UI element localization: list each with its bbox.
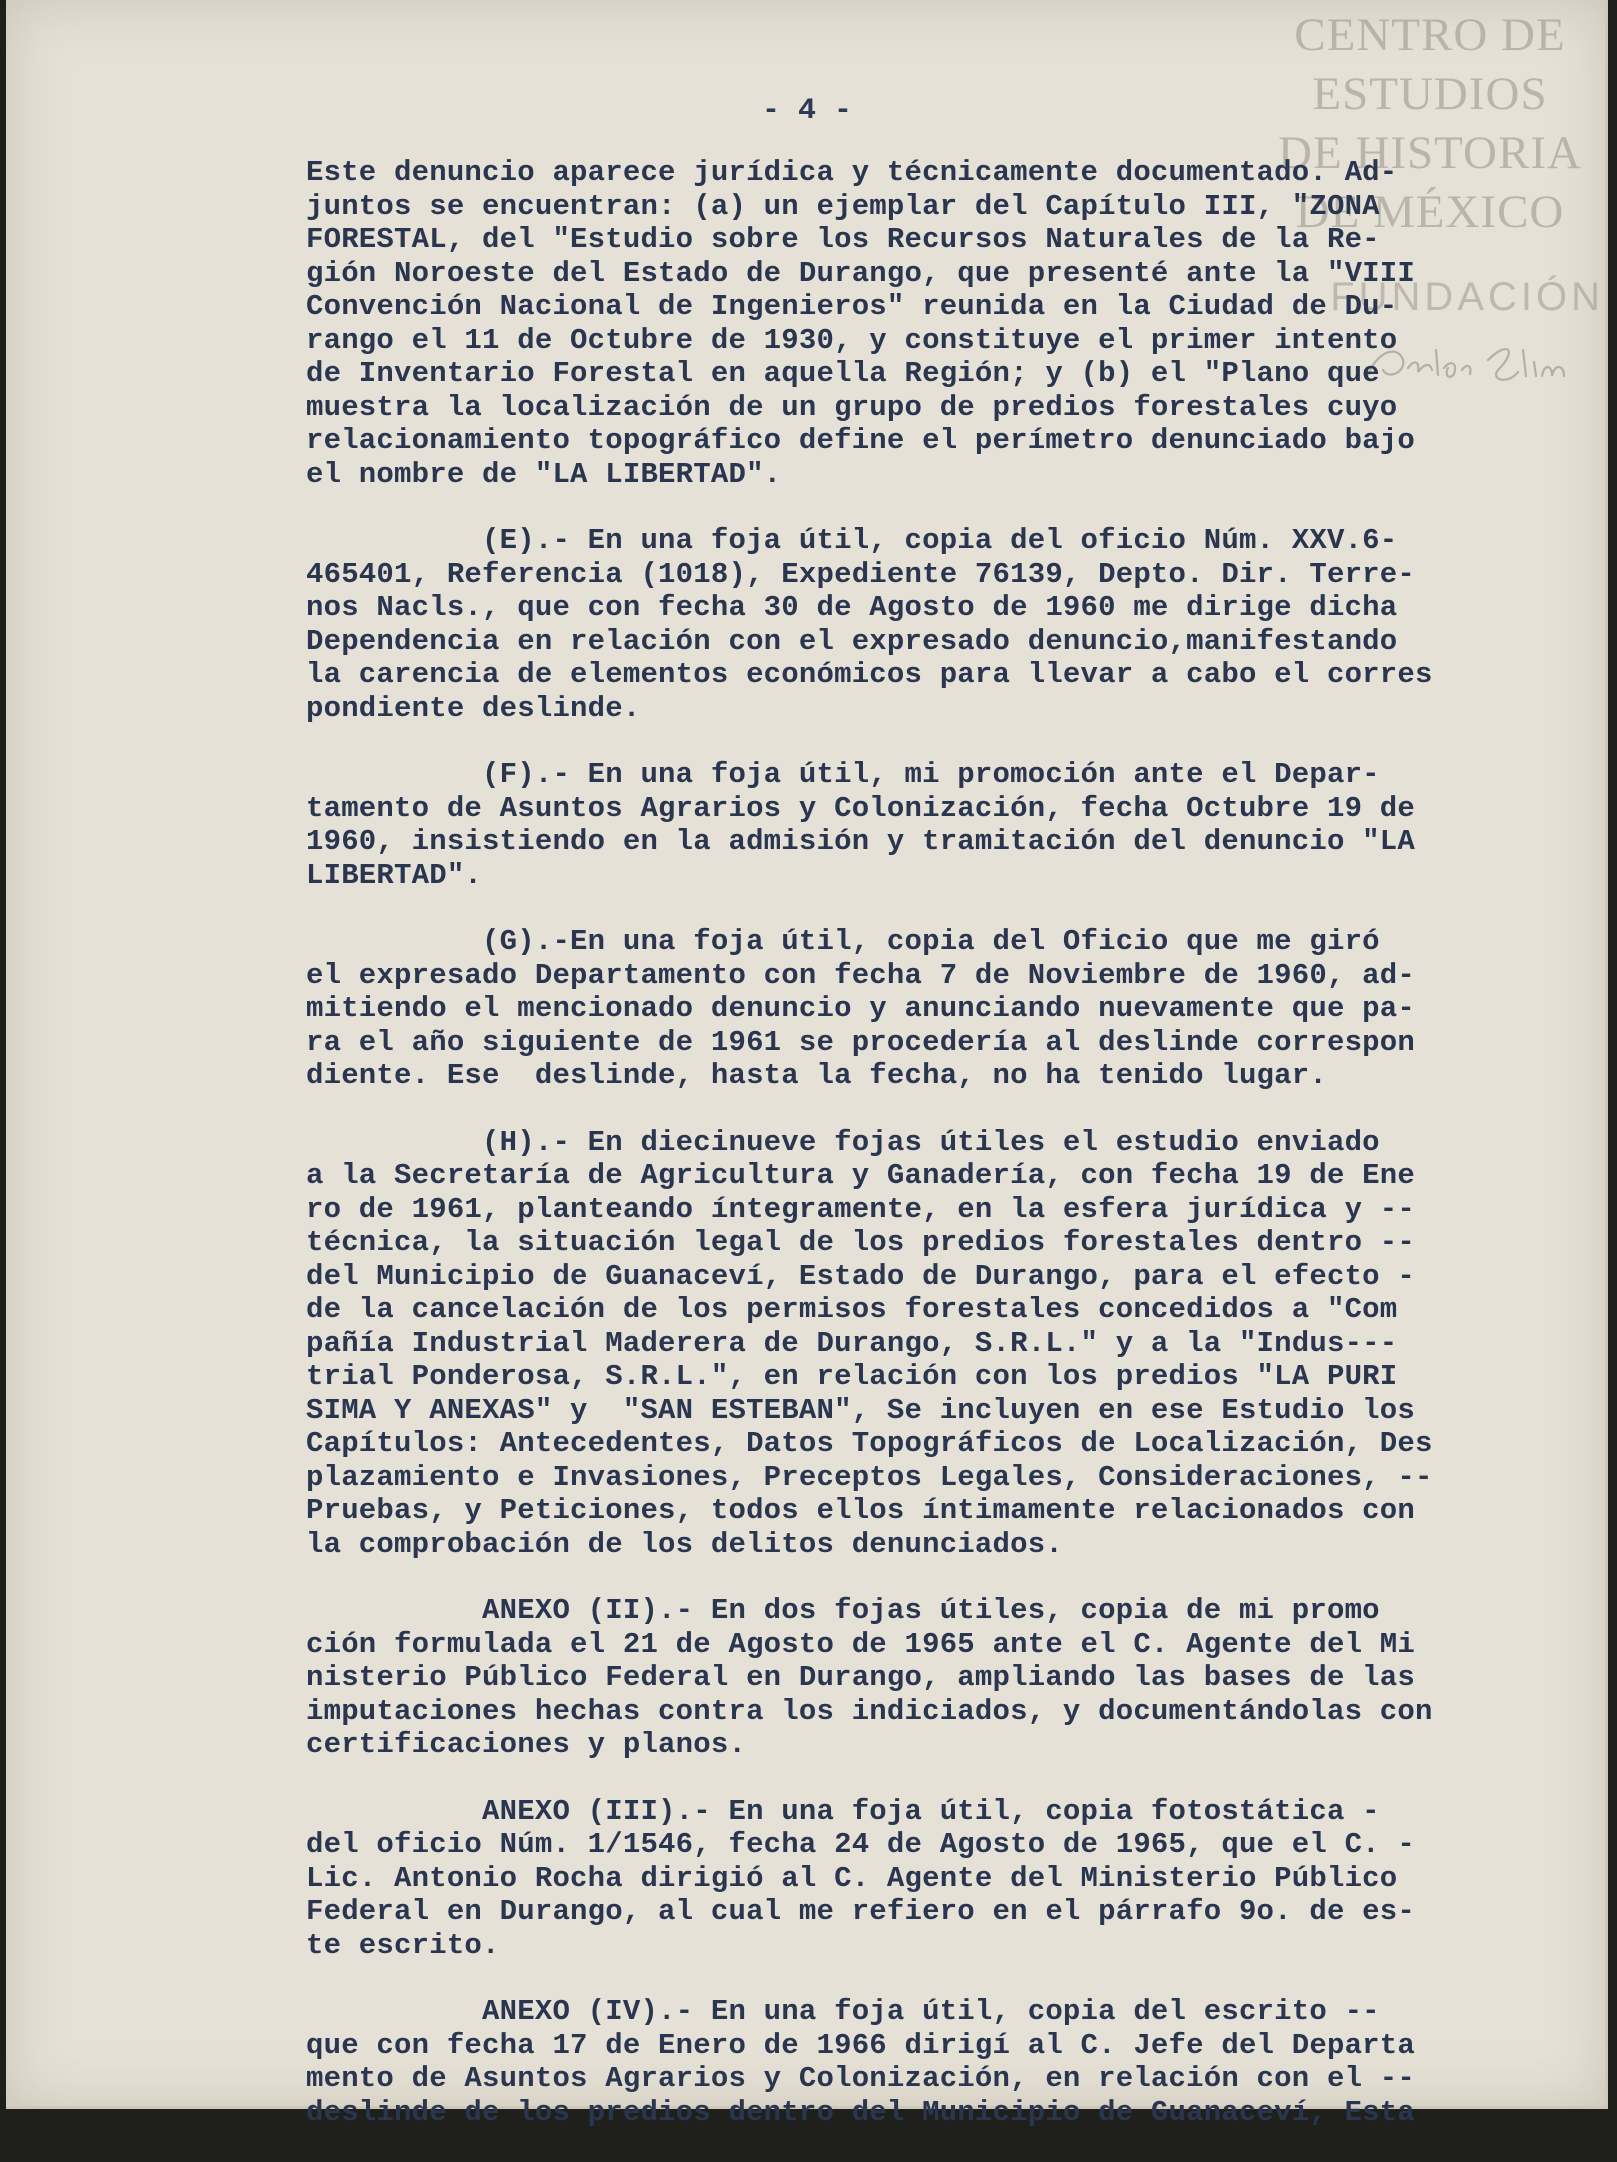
watermark-line: DE MÉXICO (1295, 186, 1565, 238)
text-line: del oficio Núm. 1/1546, fecha 24 de Agosto de 1965, que el C. - (306, 1828, 1415, 1861)
page-number: - 4 - (761, 94, 852, 128)
text-line: que con fecha 17 de Enero de 1966 dirigí al C. Jefe del Departa (306, 2028, 1415, 2062)
text-line: FORESTAL, del "Estudio sobre los Recursos Naturales de la Re- (306, 223, 1380, 256)
text-line: Convención Nacional de Ingenieros" reunida en la Ciudad de Du- (306, 290, 1398, 323)
text-line: ANEXO (II).- En dos fojas útiles, copia de mi promo (306, 1594, 1380, 1627)
text-line: trial Ponderosa, S.R.L.", en relación con los predios "LA PURI (306, 1360, 1398, 1393)
watermark-line: ESTUDIOS (1312, 68, 1548, 120)
text-line: pañía Industrial Maderera de Durango, S.R.L." y a la "Indus--- (306, 1326, 1398, 1360)
text-line: relacionamiento topográfico define el perímetro denunciado bajo (306, 424, 1415, 457)
text-line: Lic. Antonio Rocha dirigió al C. Agente del Ministerio Público (306, 1861, 1398, 1895)
text-line: nisterio Público Federal en Durango, ampliando las bases de las (306, 1661, 1415, 1694)
paragraph-anexo-ii (306, 1594, 1566, 1762)
text-line: rango el 11 de Octubre de 1930, y constituye el primer intento (306, 323, 1398, 357)
text-line: nos Nacls., que con fecha 30 de Agosto de 1960 me dirige dicha (306, 591, 1398, 624)
text-line: juntos se encuentran: (a) un ejemplar del Capítulo III, "ZONA (306, 189, 1380, 223)
text-line: (G).-En una foja útil, copia del Oficio que me giró (306, 925, 1380, 958)
watermark-line: DE HISTORIA (1278, 127, 1582, 179)
text-line: Federal en Durango, al cual me refiero en el párrafo 9o. de es- (306, 1895, 1415, 1928)
paragraph-h (306, 1126, 1566, 1562)
text-line: del Municipio de Guanaceví, Estado de Durango, para el efecto - (306, 1259, 1415, 1293)
text-line: Pruebas, y Peticiones, todos ellos íntimamente relacionados con (306, 1494, 1415, 1527)
text-line: ro de 1961, planteando íntegramente, en la esfera jurídica y -- (306, 1192, 1415, 1226)
text-line: muestra la localización de un grupo de predios forestales cuyo (306, 390, 1398, 424)
text-line: la carencia de elementos económicos para llevar a cabo el corres (306, 658, 1433, 691)
document-page (6, 0, 1608, 2129)
text-line: pondiente deslinde. (306, 691, 641, 725)
text-line: Dependencia en relación con el expresado denuncio,manifestando (306, 624, 1398, 658)
text-line: el expresado Departamento con fecha 7 de Noviembre de 1960, ad- (306, 958, 1415, 992)
text-line: a la Secretaría de Agricultura y Ganadería, con fecha 19 de Ene (306, 1159, 1415, 1192)
text-line: Este denuncio aparece jurídica y técnicamente documentado. Ad- (306, 156, 1398, 189)
text-line: la comprobación de los delitos denunciados. (306, 1527, 1063, 1561)
text-line: ción formulada el 21 de Agosto de 1965 ante el C. Agente del Mi (306, 1627, 1415, 1661)
text-line: 1960, insistiendo en la admisión y tramitación del denuncio "LA (306, 825, 1415, 858)
text-line: imputaciones hechas contra los indiciados, y documentándolas con (306, 1694, 1433, 1728)
text-line: el nombre de "LA LIBERTAD". (306, 457, 782, 491)
text-line: ANEXO (IV).- En una foja útil, copia del escrito -- (306, 1995, 1380, 2028)
text-line: diente. Ese deslinde, hasta la fecha, no ha tenido lugar. (306, 1059, 1327, 1092)
text-line: SIMA Y ANEXAS" y "SAN ESTEBAN", Se incluyen en ese Estudio los (306, 1393, 1415, 1427)
text-line: mento de Asuntos Agrarios y Colonización, en relación con el -- (306, 2062, 1415, 2095)
text-line: certificaciones y planos. (306, 1728, 747, 1761)
paragraph-g (306, 925, 1566, 1093)
document-body (306, 156, 1566, 2162)
text-line: ra el año siguiente de 1961 se procedería al deslinde correspon (306, 1025, 1415, 1059)
text-line: 465401, Referencia (1018), Expediente 76139, Depto. Dir. Terre- (306, 557, 1415, 591)
text-line: de Inventario Forestal en aquella Región; y (b) el "Plano que (306, 357, 1380, 390)
watermark-line: CENTRO DE (1294, 9, 1566, 61)
text-line: gión Noroeste del Estado de Durango, que presenté ante la "VIII (306, 256, 1415, 290)
text-line: técnica, la situación legal de los predios forestales dentro -- (306, 1226, 1415, 1259)
text-line: (E).- En una foja útil, copia del oficio Núm. XXV.6- (306, 524, 1398, 557)
text-line: ANEXO (III).- En una foja útil, copia fotostática - (306, 1794, 1380, 1828)
paragraph-d-continued (306, 156, 1566, 491)
text-line: LIBERTAD". (306, 858, 483, 892)
paragraph-anexo-iv (306, 1995, 1566, 2129)
paragraph-anexo-iii (306, 1795, 1566, 1963)
watermark-fundacion: FUNDACIÓN (1330, 275, 1604, 319)
text-line: te escrito. (306, 1928, 500, 1962)
text-line: (H).- En diecinueve fojas útiles el estudio enviado (306, 1125, 1380, 1159)
text-line: de la cancelación de los permisos forestales concedidos a "Com (306, 1293, 1398, 1326)
text-line: plazamiento e Invasiones, Preceptos Legales, Consideraciones, -- (306, 1460, 1433, 1494)
text-line: deslinde de los predios dentro del Municipio de Guanaceví, Esta (306, 2095, 1415, 2129)
text-line: (F).- En una foja útil, mi promoción ante el Depar- (306, 758, 1380, 791)
paragraph-f (306, 758, 1566, 892)
text-line: Capítulos: Antecedentes, Datos Topográficos de Localización, Des (306, 1427, 1433, 1460)
text-line: tamento de Asuntos Agrarios y Colonización, fecha Octubre 19 de (306, 791, 1415, 825)
paragraph-e (306, 524, 1566, 725)
text-line: mitiendo el mencionado denuncio y anunciando nuevamente que pa- (306, 992, 1415, 1025)
